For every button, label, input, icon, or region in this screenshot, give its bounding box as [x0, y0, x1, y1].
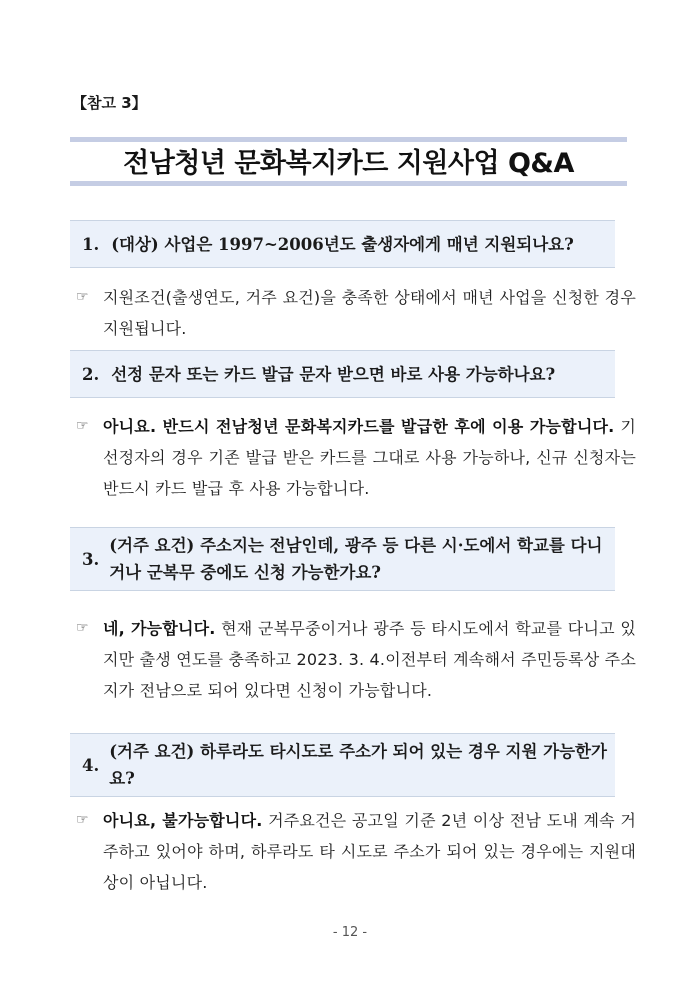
question-text: (거주 요건) 주소지는 전남인데, 광주 등 다른 시·도에서 학교를 다니거나 군복무 중에도 신청 가능한가요?	[109, 536, 603, 582]
answer-body	[103, 805, 636, 898]
question-number: 1.	[82, 234, 100, 254]
answer-text: 기 선정자의 경우 기존 발급 받은 카드를 그대로 사용 가능하나, 신규 신청자는 반드시 카드 발급 후 사용 가능합니다.	[103, 417, 636, 498]
answer-body	[103, 613, 636, 706]
pointing-hand-icon: ☞	[76, 289, 89, 305]
answer-text: 거주요건은 공고일 기준 2년 이상 전남 도내 계속 거주하고 있어야 하며, 하루라도 타 시도로 주소가 되어 있는 경우에는 지원대상이 아닙니다.	[103, 811, 636, 892]
answer-bold-text: 아니요, 불가능합니다.	[103, 811, 263, 830]
answer-bold-text: 아니요. 반드시 전남청년 문화복지카드를 발급한 후에 이용 가능합니다.	[103, 417, 615, 436]
question-box-3	[70, 527, 615, 591]
pointing-hand-icon: ☞	[76, 812, 89, 828]
page-title: 전남청년 문화복지카드 지원사업 Q&A	[123, 148, 574, 179]
page-number: - 12 -	[332, 925, 368, 940]
answer-block-3	[76, 613, 636, 706]
answer-body	[103, 411, 636, 504]
question-number: 3.	[82, 549, 100, 569]
answer-text: 현재 군복무중이거나 광주 등 타시도에서 학교를 다니고 있지만 출생 연도를 충족하고 2023. 3. 4.이전부터 계속해서 주민등록상 주소지가 전남으로 되어 있다면 신청이 가능합니다.	[103, 619, 636, 700]
question-box-2	[70, 350, 615, 398]
answer-bold-text: 네, 가능합니다.	[103, 619, 216, 638]
pointing-hand-icon: ☞	[76, 418, 89, 434]
question-number: 2.	[82, 364, 100, 384]
pointing-hand-icon: ☞	[76, 620, 89, 636]
question-box-4	[70, 733, 615, 797]
answer-body	[103, 282, 636, 344]
question-text: 선정 문자 또는 카드 발급 문자 받으면 바로 사용 가능하나요?	[111, 364, 556, 384]
answer-block-2	[76, 411, 636, 504]
reference-label: 【참고 3】	[72, 94, 147, 112]
question-text: (대상) 사업은 1997~2006년도 출생자에게 매년 지원되나요?	[111, 234, 574, 254]
question-box-1	[70, 220, 615, 268]
title-bottom-bar	[70, 181, 627, 186]
question-text: (거주 요건) 하루라도 타시도로 주소가 되어 있는 경우 지원 가능한가요?	[109, 742, 607, 788]
question-number: 4.	[82, 755, 100, 775]
answer-block-1	[76, 282, 636, 344]
answer-block-4	[76, 805, 636, 898]
answer-text: 지원조건(출생연도, 거주 요건)을 충족한 상태에서 매년 사업을 신청한 경우 지원됩니다.	[103, 288, 636, 338]
